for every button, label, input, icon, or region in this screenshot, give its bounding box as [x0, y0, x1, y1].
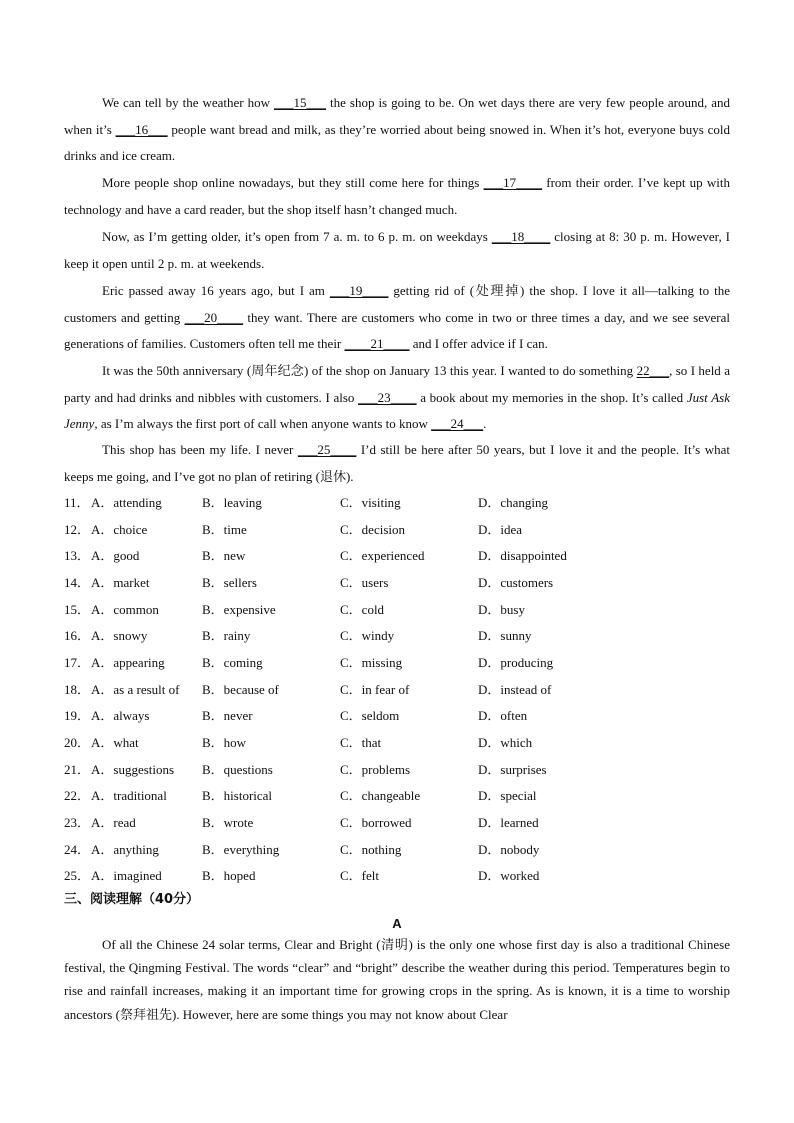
question-row — [64, 597, 730, 623]
question-number: 18． — [64, 682, 91, 697]
option-b: B．expensive — [202, 602, 276, 617]
text: I’d still be here after 50 years, but I love it and the people. It’s what keeps me going, and I’ve got no plan of retiring (退休). — [64, 442, 730, 484]
option-b: B．sellers — [202, 575, 257, 590]
question-row — [64, 490, 730, 516]
text: Of all the Chinese 24 solar terms, Clear and Bright (清明) is the only one whose first day is also a traditional Chinese festival, the Qingming Festival. The words “clear” and “bright” describe the weather during this period. Temperatures begin to rise and rainfall increases, making it an important time for growing crops in the spring. As is known, it is a time to worship ancestors (祭拜祖先). However, here are some things you may not know about Clear — [64, 937, 730, 1022]
question-row — [64, 543, 730, 569]
option-c: C．changeable — [340, 788, 421, 803]
question-row — [64, 783, 730, 809]
option-c: C．that — [340, 735, 382, 750]
option-c: C．decision — [340, 522, 405, 537]
question-number: 16． — [64, 628, 91, 643]
question-row — [64, 757, 730, 783]
option-b: B．rainy — [202, 628, 251, 643]
blank-19: ___19____ — [329, 283, 389, 298]
question-row — [64, 837, 730, 863]
option-a: A．suggestions — [91, 762, 175, 777]
question-row — [64, 810, 730, 836]
text: Eric passed away 16 years ago, but I am — [102, 283, 330, 298]
passage-paragraph-2 — [64, 170, 730, 223]
blank-21: ____21____ — [344, 336, 410, 352]
option-d: D．special — [478, 788, 537, 803]
option-b: B．hoped — [202, 868, 256, 883]
question-number: 25． — [64, 868, 91, 883]
option-b: B．how — [202, 735, 247, 750]
option-b: B．questions — [202, 762, 273, 777]
option-a: A．good — [91, 548, 140, 563]
blank-23: ___23____ — [358, 389, 417, 405]
option-b: B．new — [202, 548, 246, 563]
question-number: 13． — [64, 548, 91, 563]
option-a: A．imagined — [91, 868, 162, 883]
option-b: B．historical — [202, 788, 273, 803]
question-number: 22． — [64, 788, 91, 803]
option-c: C．borrowed — [340, 815, 412, 830]
option-a: A．anything — [91, 842, 159, 857]
question-row — [64, 517, 730, 543]
option-b: B．never — [202, 708, 253, 723]
option-b: B．because of — [202, 682, 279, 697]
text: from their order. I’ve kept up with technology and have a card reader, but the shop itself hasn’t changed much. — [64, 175, 730, 217]
option-c: C．cold — [340, 602, 385, 617]
question-number: 14． — [64, 575, 91, 590]
text: and I offer advice if I can. — [409, 336, 548, 352]
blank-24: ___24___ — [431, 416, 484, 432]
text: they want. There are customers who come in two or three times a day, and we see several generations of families. Customers often tell me their — [64, 309, 730, 352]
question-row — [64, 730, 730, 756]
question-row — [64, 570, 730, 596]
option-c: C．windy — [340, 628, 395, 643]
passage-paragraph-5 — [64, 358, 730, 438]
option-a: A．choice — [91, 522, 148, 537]
question-row — [64, 623, 730, 649]
blank-22: 22___ — [636, 363, 670, 378]
option-c: C．experienced — [340, 548, 425, 563]
question-row — [64, 677, 730, 703]
option-d: D．sunny — [478, 628, 532, 643]
reading-passage-a — [64, 933, 730, 1026]
option-d: D．customers — [478, 575, 554, 590]
option-d: D．busy — [478, 602, 525, 617]
option-d: D．often — [478, 708, 528, 723]
option-a: A．snowy — [91, 628, 148, 643]
blank-16: ___16___ — [115, 121, 168, 137]
option-a: A．as a result of — [91, 682, 180, 697]
text: This shop has been my life. I never — [102, 442, 298, 457]
option-c: C．missing — [340, 655, 403, 670]
option-c: C．in fear of — [340, 682, 410, 697]
text: people want bread and milk, as they’re worried about being snowed in. When it’s hot, everyone buys cold drinks and ice cream. — [64, 121, 730, 164]
option-d: D．changing — [478, 495, 549, 510]
option-a: A．market — [91, 575, 150, 590]
option-d: D．nobody — [478, 842, 540, 857]
option-a: A．appearing — [91, 655, 165, 670]
question-row — [64, 703, 730, 729]
option-a: A．traditional — [91, 788, 167, 803]
option-d: D．producing — [478, 655, 554, 670]
blank-25: ___25____ — [297, 442, 357, 457]
text: closing at 8: 30 p. m. However, I keep it open until 2 p. m. at weekends. — [64, 229, 730, 271]
option-a: A．read — [91, 815, 136, 830]
text: , as I’m always the first port of call when anyone wants to know — [94, 416, 432, 432]
passage-label: A — [392, 916, 402, 931]
option-c: C．nothing — [340, 842, 402, 857]
question-number: 23． — [64, 815, 91, 830]
book-title: Just Ask Jenny — [64, 389, 730, 432]
blank-20: ___20____ — [184, 309, 244, 325]
text: a book about my memories in the shop. It’s called — [416, 389, 687, 405]
blank-15: ___15___ — [274, 95, 327, 110]
option-d: D．learned — [478, 815, 539, 830]
option-d: D．which — [478, 735, 533, 750]
question-number: 11． — [64, 495, 90, 510]
text: the shop is going to be. On wet days there are very few people around, and when it’s — [64, 95, 730, 137]
text: getting rid of (处理掉) the shop. I love it all—talking to the customers and getting — [64, 283, 730, 325]
question-row — [64, 650, 730, 676]
question-number: 21． — [64, 762, 91, 777]
option-a: A．what — [91, 735, 139, 750]
question-number: 17． — [64, 655, 91, 670]
option-c: C．felt — [340, 868, 379, 883]
option-c: C．visiting — [340, 495, 401, 510]
question-number: 15． — [64, 602, 91, 617]
option-b: B．time — [202, 522, 247, 537]
option-d: D．worked — [478, 868, 540, 883]
question-number: 24． — [64, 842, 91, 857]
section-heading: 三、阅读理解（40分） — [64, 892, 200, 907]
text: Now, as I’m getting older, it’s open from 7 a. m. to 6 p. m. on weekdays — [102, 229, 492, 244]
text: . — [483, 416, 487, 432]
question-number: 20． — [64, 735, 91, 750]
option-d: D．disappointed — [478, 548, 567, 563]
passage-paragraph-1 — [64, 90, 730, 170]
option-c: C．problems — [340, 762, 411, 777]
option-b: B．leaving — [202, 495, 262, 510]
option-a: A．attending — [91, 495, 162, 510]
blank-18: ___18____ — [491, 229, 551, 244]
text: It was the 50th anniversary (周年纪念) of the shop on January 13 this year. I wanted to do something — [102, 363, 637, 378]
option-b: B．wrote — [202, 815, 254, 830]
passage-paragraph-4 — [64, 278, 730, 358]
option-c: C．seldom — [340, 708, 400, 723]
question-row — [64, 863, 730, 889]
option-b: B．coming — [202, 655, 263, 670]
option-a: A．always — [91, 708, 150, 723]
option-a: A．common — [91, 602, 159, 617]
blank-17: ___17____ — [483, 175, 543, 190]
text: , so I held a party and had drinks and nibbles with customers. I also — [64, 363, 730, 405]
text: We can tell by the weather how — [102, 95, 275, 110]
passage-paragraph-3 — [64, 224, 730, 277]
question-number: 12． — [64, 522, 91, 537]
text: More people shop online nowadays, but they still come here for things — [102, 175, 484, 190]
option-d: D．surprises — [478, 762, 547, 777]
passage-paragraph-6 — [64, 437, 730, 490]
option-c: C．users — [340, 575, 389, 590]
option-d: D．instead of — [478, 682, 552, 697]
question-number: 19． — [64, 708, 91, 723]
option-d: D．idea — [478, 522, 523, 537]
option-b: B．everything — [202, 842, 280, 857]
